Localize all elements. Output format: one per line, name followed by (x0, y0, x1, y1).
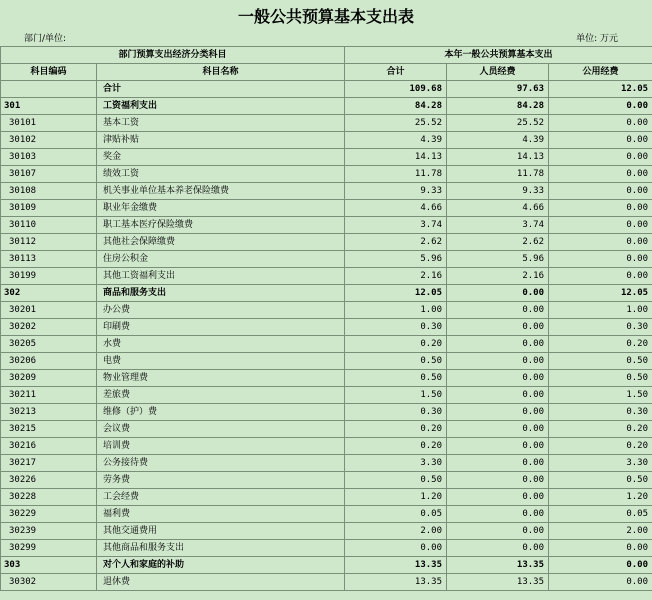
row-total: 13.35 (345, 574, 447, 591)
row-personnel: 0.00 (447, 370, 549, 387)
row-personnel: 84.28 (447, 98, 549, 115)
header-group-right: 本年一般公共预算基本支出 (345, 47, 652, 64)
row-total: 109.68 (345, 81, 447, 98)
row-code: 30226 (1, 472, 97, 489)
table-row (1, 540, 652, 557)
row-code: 30211 (1, 387, 97, 404)
row-code: 30213 (1, 404, 97, 421)
row-code: 30299 (1, 540, 97, 557)
row-code: 30102 (1, 132, 97, 149)
row-total: 0.20 (345, 438, 447, 455)
row-code: 301 (1, 98, 97, 115)
row-public: 12.05 (549, 285, 652, 302)
row-public: 0.00 (549, 234, 652, 251)
table-row (1, 506, 652, 523)
row-name: 津贴补贴 (97, 132, 345, 149)
row-personnel: 0.00 (447, 506, 549, 523)
row-personnel: 4.39 (447, 132, 549, 149)
row-code: 30110 (1, 217, 97, 234)
row-public: 0.00 (549, 132, 652, 149)
row-name: 退休费 (97, 574, 345, 591)
row-total: 0.30 (345, 404, 447, 421)
row-name: 其他交通费用 (97, 523, 345, 540)
row-personnel: 0.00 (447, 472, 549, 489)
row-public: 0.00 (549, 98, 652, 115)
table-row (1, 421, 652, 438)
table-row (1, 200, 652, 217)
table-row (1, 523, 652, 540)
row-public: 12.05 (549, 81, 652, 98)
table-row (1, 455, 652, 472)
header-group-left: 部门预算支出经济分类科目 (1, 47, 345, 64)
row-personnel: 13.35 (447, 557, 549, 574)
row-public: 2.00 (549, 523, 652, 540)
table-row (1, 353, 652, 370)
table-row (1, 166, 652, 183)
row-code: 302 (1, 285, 97, 302)
row-total: 1.20 (345, 489, 447, 506)
row-name: 工资福利支出 (97, 98, 345, 115)
table-row (1, 574, 652, 591)
row-code: 30202 (1, 319, 97, 336)
row-public: 0.50 (549, 353, 652, 370)
table-row (1, 149, 652, 166)
row-total: 14.13 (345, 149, 447, 166)
row-code: 30101 (1, 115, 97, 132)
row-total: 0.05 (345, 506, 447, 523)
header-code: 科目编码 (1, 64, 97, 81)
row-public: 0.20 (549, 438, 652, 455)
row-personnel: 0.00 (447, 336, 549, 353)
row-personnel: 0.00 (447, 455, 549, 472)
row-name: 公务接待费 (97, 455, 345, 472)
row-total: 0.50 (345, 472, 447, 489)
row-personnel: 0.00 (447, 302, 549, 319)
row-total: 0.50 (345, 370, 447, 387)
row-public: 0.50 (549, 472, 652, 489)
table-row (1, 489, 652, 506)
row-public: 0.00 (549, 166, 652, 183)
row-code: 30199 (1, 268, 97, 285)
row-public: 0.00 (549, 540, 652, 557)
row-personnel: 0.00 (447, 353, 549, 370)
row-total: 11.78 (345, 166, 447, 183)
header-public: 公用经费 (549, 64, 652, 81)
table-row (1, 132, 652, 149)
row-total: 9.33 (345, 183, 447, 200)
table-row (1, 370, 652, 387)
table-row (1, 217, 652, 234)
row-personnel: 0.00 (447, 523, 549, 540)
row-personnel: 0.00 (447, 421, 549, 438)
table-body (1, 81, 652, 591)
row-name: 差旅费 (97, 387, 345, 404)
row-name: 办公费 (97, 302, 345, 319)
row-public: 0.30 (549, 404, 652, 421)
row-personnel: 5.96 (447, 251, 549, 268)
table-row (1, 115, 652, 132)
row-personnel: 2.16 (447, 268, 549, 285)
row-personnel: 0.00 (447, 387, 549, 404)
row-public: 0.20 (549, 336, 652, 353)
row-code: 30205 (1, 336, 97, 353)
row-name: 福利费 (97, 506, 345, 523)
table-row (1, 302, 652, 319)
row-name: 机关事业单位基本养老保险缴费 (97, 183, 345, 200)
table-row (1, 183, 652, 200)
row-total: 1.50 (345, 387, 447, 404)
row-code: 30206 (1, 353, 97, 370)
row-code: 30302 (1, 574, 97, 591)
row-code: 30229 (1, 506, 97, 523)
row-total: 1.00 (345, 302, 447, 319)
row-total: 12.05 (345, 285, 447, 302)
row-public: 0.00 (549, 183, 652, 200)
row-total: 3.74 (345, 217, 447, 234)
row-personnel: 3.74 (447, 217, 549, 234)
row-personnel: 0.00 (447, 489, 549, 506)
table-row (1, 404, 652, 421)
row-name: 工会经费 (97, 489, 345, 506)
row-code: 30215 (1, 421, 97, 438)
row-total: 13.35 (345, 557, 447, 574)
row-public: 1.00 (549, 302, 652, 319)
row-name: 培训费 (97, 438, 345, 455)
row-personnel: 0.00 (447, 285, 549, 302)
table-row (1, 81, 652, 98)
row-public: 0.00 (549, 149, 652, 166)
table-row (1, 387, 652, 404)
table-row (1, 268, 652, 285)
unit-label: 单位: 万元 (576, 34, 618, 44)
table-row (1, 336, 652, 353)
row-public: 1.20 (549, 489, 652, 506)
row-total: 2.62 (345, 234, 447, 251)
row-personnel: 97.63 (447, 81, 549, 98)
row-personnel: 4.66 (447, 200, 549, 217)
row-total: 4.39 (345, 132, 447, 149)
row-name: 基本工资 (97, 115, 345, 132)
row-code: 30107 (1, 166, 97, 183)
row-total: 4.66 (345, 200, 447, 217)
row-name: 职工基本医疗保险缴费 (97, 217, 345, 234)
table-row (1, 472, 652, 489)
row-name: 水费 (97, 336, 345, 353)
row-personnel: 14.13 (447, 149, 549, 166)
page-title: 一般公共预算基本支出表 (237, 7, 414, 26)
row-public: 1.50 (549, 387, 652, 404)
row-personnel: 11.78 (447, 166, 549, 183)
row-personnel: 0.00 (447, 319, 549, 336)
row-total: 84.28 (345, 98, 447, 115)
row-personnel: 0.00 (447, 404, 549, 421)
header-total: 合计 (345, 64, 447, 81)
row-public: 0.30 (549, 319, 652, 336)
row-total: 25.52 (345, 115, 447, 132)
budget-table (0, 46, 652, 591)
row-public: 0.00 (549, 251, 652, 268)
row-total: 2.00 (345, 523, 447, 540)
row-name: 其他工资福利支出 (97, 268, 345, 285)
row-code: 30217 (1, 455, 97, 472)
row-name: 会议费 (97, 421, 345, 438)
row-public: 0.00 (549, 557, 652, 574)
row-name: 电费 (97, 353, 345, 370)
row-code: 30103 (1, 149, 97, 166)
table-row (1, 438, 652, 455)
row-name: 维修（护）费 (97, 404, 345, 421)
row-total: 0.20 (345, 336, 447, 353)
row-code: 30216 (1, 438, 97, 455)
table-row (1, 557, 652, 574)
row-name: 其他社会保障缴费 (97, 234, 345, 251)
row-code (1, 81, 97, 98)
row-public: 0.00 (549, 574, 652, 591)
row-personnel: 0.00 (447, 438, 549, 455)
row-code: 30113 (1, 251, 97, 268)
row-code: 303 (1, 557, 97, 574)
row-name: 对个人和家庭的补助 (97, 557, 345, 574)
row-public: 0.00 (549, 115, 652, 132)
row-name: 职业年金缴费 (97, 200, 345, 217)
row-total: 0.50 (345, 353, 447, 370)
row-personnel: 13.35 (447, 574, 549, 591)
row-total: 3.30 (345, 455, 447, 472)
row-total: 0.00 (345, 540, 447, 557)
table-row (1, 319, 652, 336)
row-name: 绩效工资 (97, 166, 345, 183)
row-name: 商品和服务支出 (97, 285, 345, 302)
row-code: 30109 (1, 200, 97, 217)
row-total: 5.96 (345, 251, 447, 268)
header-name: 科目名称 (97, 64, 345, 81)
row-public: 0.05 (549, 506, 652, 523)
row-name: 奖金 (97, 149, 345, 166)
row-personnel: 9.33 (447, 183, 549, 200)
row-code: 30201 (1, 302, 97, 319)
row-name: 物业管理费 (97, 370, 345, 387)
row-total: 0.30 (345, 319, 447, 336)
row-public: 0.50 (549, 370, 652, 387)
header-personnel: 人员经费 (447, 64, 549, 81)
table-row (1, 98, 652, 115)
row-public: 0.20 (549, 421, 652, 438)
row-code: 30112 (1, 234, 97, 251)
row-code: 30228 (1, 489, 97, 506)
row-code: 30209 (1, 370, 97, 387)
row-public: 0.00 (549, 268, 652, 285)
table-row (1, 251, 652, 268)
dept-label: 部门/单位: (24, 34, 67, 44)
table-row (1, 234, 652, 251)
row-public: 0.00 (549, 200, 652, 217)
row-name: 劳务费 (97, 472, 345, 489)
row-total: 2.16 (345, 268, 447, 285)
row-code: 30108 (1, 183, 97, 200)
row-personnel: 0.00 (447, 540, 549, 557)
row-public: 3.30 (549, 455, 652, 472)
row-name: 住房公积金 (97, 251, 345, 268)
row-name: 其他商品和服务支出 (97, 540, 345, 557)
row-personnel: 2.62 (447, 234, 549, 251)
table-row (1, 285, 652, 302)
row-code: 30239 (1, 523, 97, 540)
row-name: 合计 (97, 81, 345, 98)
row-public: 0.00 (549, 217, 652, 234)
row-personnel: 25.52 (447, 115, 549, 132)
row-total: 0.20 (345, 421, 447, 438)
row-name: 印刷费 (97, 319, 345, 336)
